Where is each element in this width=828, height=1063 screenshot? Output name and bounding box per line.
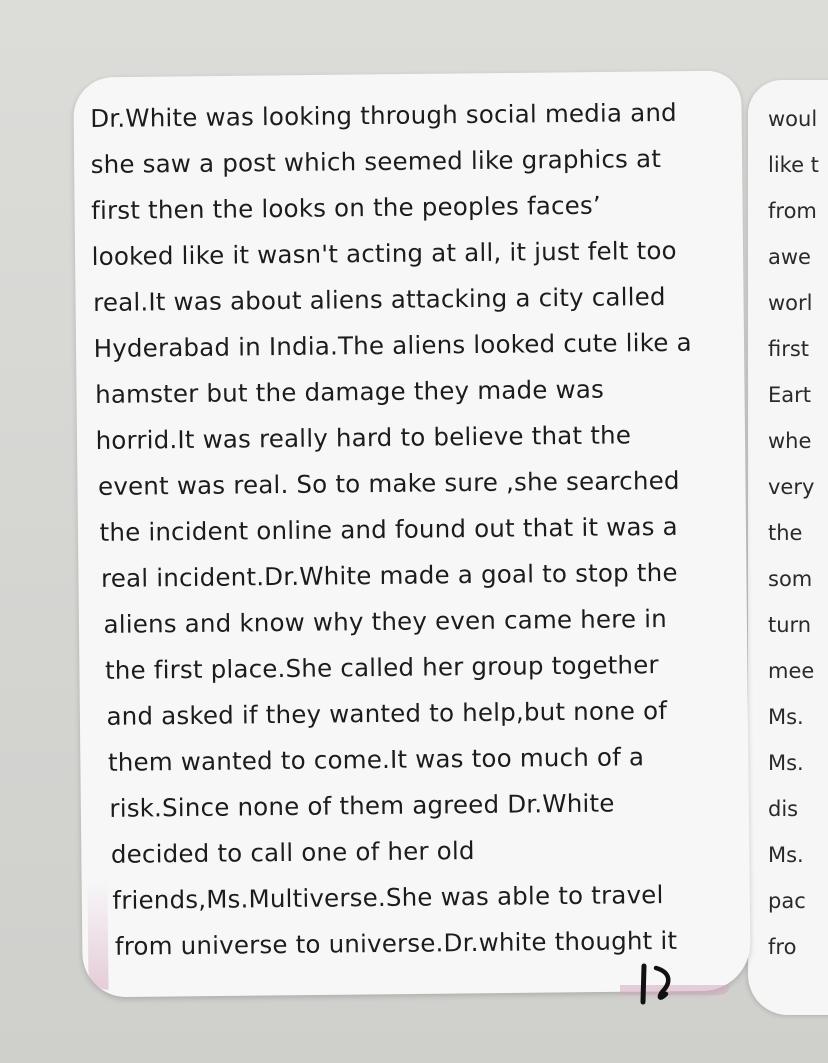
text-line: first [768, 337, 810, 361]
text-line: Ms. [768, 843, 804, 867]
text-line: she saw a post which seemed like graphics at [90, 144, 662, 179]
handwritten-page-number [630, 958, 690, 1008]
text-line: from [768, 199, 817, 223]
text-line: aliens and know why they even came here in [103, 603, 668, 639]
text-line: decided to call one of her old [110, 835, 475, 869]
text-line: horrid.It was really hard to believe that the [95, 420, 632, 455]
text-line: the [768, 521, 803, 545]
main-page-text [88, 89, 757, 970]
right-page-text [768, 96, 828, 970]
text-line: them wanted to come.It was too much of a [107, 742, 645, 777]
text-line: hamster but the damage they made was [94, 374, 605, 409]
text-line: pac [768, 889, 806, 913]
text-line: like t [768, 153, 819, 177]
text-line: and asked if they wanted to help,but none of [106, 695, 668, 731]
text-line: som [768, 567, 813, 591]
text-line: from universe to universe.Dr.white thought it [114, 925, 678, 961]
text-line: Ms. [768, 705, 804, 729]
text-line: risk.Since none of them agreed Dr.White [109, 788, 615, 823]
text-line: friends,Ms.Multiverse.She was able to travel [112, 880, 664, 915]
text-line: fro [768, 935, 797, 959]
text-line: Ms. [768, 751, 804, 775]
text-line: dis [768, 797, 799, 821]
text-line: very [768, 475, 815, 499]
text-line: the first place.She called her group together [104, 650, 659, 685]
text-line: woul [768, 107, 818, 131]
text-line: mee [768, 659, 815, 683]
text-line: event was real. So to make sure ,she searched [97, 465, 680, 501]
text-line: Eart [768, 383, 812, 407]
text-line: awe [768, 245, 811, 269]
text-line: real.It was about aliens attacking a city called [93, 281, 666, 317]
text-line: worl [768, 291, 813, 315]
text-line: the incident online and found out that it was a [99, 511, 678, 547]
text-line: whe [768, 429, 812, 453]
text-line: first then the looks on the peoples faces’ [91, 190, 602, 225]
text-line: real incident.Dr.White made a goal to stop the [100, 557, 678, 593]
text-line: turn [768, 613, 812, 637]
text-line: Hyderabad in India.The aliens looked cute like a [93, 327, 692, 363]
text-line: looked like it wasn't acting at all, it just felt too [91, 235, 677, 271]
text-line: Dr.White was looking through social media and [90, 97, 677, 133]
